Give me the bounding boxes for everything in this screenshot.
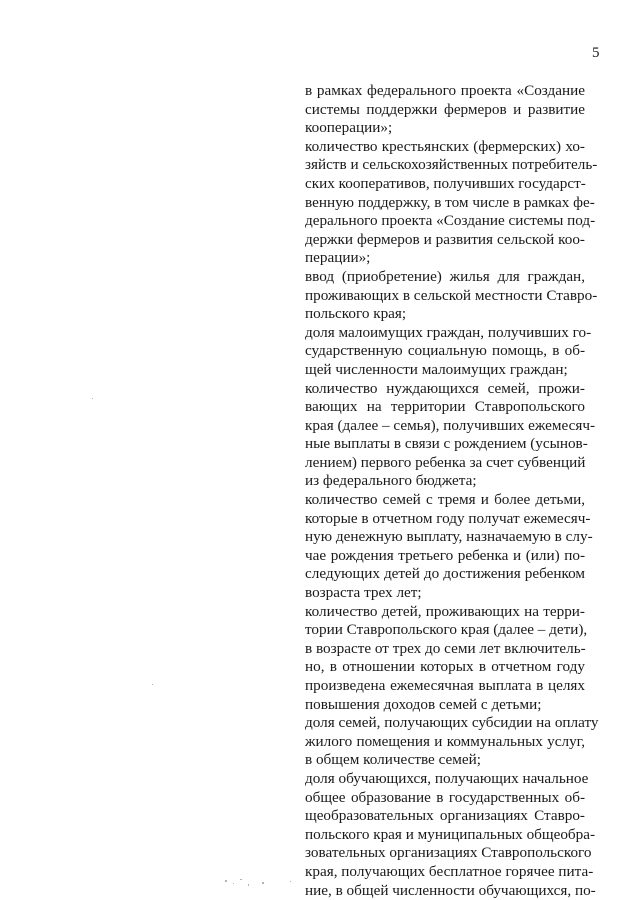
text-line: возраста трех лет; bbox=[305, 584, 422, 602]
text-line: тории Ставропольского края (далее – дети), bbox=[305, 621, 588, 639]
text-line: ние, в общей численности обучающихся, по- bbox=[305, 881, 596, 899]
text-line: края (далее – семья), получивших ежемесяч- bbox=[305, 416, 596, 434]
text-line: дерального проекта «Создание системы под- bbox=[305, 212, 596, 230]
text-line: доля обучающихся, получающих начальное bbox=[305, 769, 589, 787]
text-line: венную поддержку, в том числе в рамках фе- bbox=[305, 193, 595, 211]
text-line: в возрасте от трех до семи лет включитель- bbox=[305, 639, 586, 657]
text-line: вающих на территории Ставропольского bbox=[305, 398, 585, 416]
text-line: держки фермеров и развития сельской коо- bbox=[305, 230, 585, 248]
scan-speck bbox=[240, 879, 242, 880]
text-line: края, получающих бесплатное горячее пита- bbox=[305, 862, 594, 880]
text-line: польского края и муниципальных общеобра- bbox=[305, 825, 596, 843]
text-line: доля семей, получающих субсидии на оплату bbox=[305, 714, 599, 732]
text-line: проживающих в сельской местности Ставро- bbox=[305, 286, 598, 304]
scan-speck bbox=[92, 398, 93, 399]
text-line: чае рождения третьего ребенка и (или) по- bbox=[305, 546, 585, 564]
text-line: следующих детей до достижения ребенком bbox=[305, 565, 585, 583]
text-line: сударственную социальную помощь, в об- bbox=[305, 342, 585, 360]
text-line: общее образование в государственных об- bbox=[305, 788, 585, 806]
scan-speck bbox=[233, 883, 234, 884]
scan-speck bbox=[262, 882, 264, 884]
text-line: в общем количестве семей; bbox=[305, 751, 481, 769]
text-line: количество детей, проживающих на терри- bbox=[305, 602, 585, 620]
text-line: щеобразовательных организациях Ставро- bbox=[305, 807, 585, 825]
text-line: польского края; bbox=[305, 305, 407, 323]
text-line: которые в отчетном году получат ежемесяч- bbox=[305, 509, 591, 527]
text-line: системы поддержки фермеров и развитие bbox=[305, 100, 585, 118]
text-line: повышения доходов семей с детьми; bbox=[305, 695, 542, 713]
text-line: количество крестьянских (фермерских) хо- bbox=[305, 137, 585, 155]
text-line: произведена ежемесячная выплата в целях bbox=[305, 677, 585, 694]
text-line: зяйств и сельскохозяйственных потребитель- bbox=[305, 156, 598, 174]
text-line: из федерального бюджета; bbox=[305, 472, 477, 490]
text-line: ную денежную выплату, назначаемую в слу- bbox=[305, 528, 593, 546]
text-line: количество семей с тремя и более детьми, bbox=[305, 491, 585, 509]
text-line: кооперации»; bbox=[305, 119, 393, 137]
text-line: но, в отношении которых в отчетном году bbox=[305, 658, 585, 676]
text-line: ввод (приобретение) жилья для граждан, bbox=[305, 267, 585, 285]
text-line: доля малоимущих граждан, получивших го- bbox=[305, 323, 592, 341]
text-line: в рамках федерального проекта «Создание bbox=[305, 82, 585, 99]
page-number: 5 bbox=[592, 45, 600, 61]
scan-speck bbox=[225, 880, 227, 882]
text-line: перации»; bbox=[305, 249, 371, 267]
text-line: ских кооперативов, получивших государст- bbox=[305, 174, 586, 192]
text-line: зовательных организациях Ставропольского bbox=[305, 844, 592, 862]
text-line: щей численности малоимущих граждан; bbox=[305, 360, 568, 378]
text-line: лением) первого ребенка за счет субвенций bbox=[305, 453, 586, 471]
scan-speck bbox=[248, 884, 249, 886]
text-line: жилого помещения и коммунальных услуг, bbox=[305, 732, 585, 750]
text-line: количество нуждающихся семей, прожи- bbox=[305, 379, 585, 397]
text-line: ные выплаты в связи с рождением (усынов- bbox=[305, 435, 588, 453]
document-body bbox=[305, 82, 599, 900]
scan-speck bbox=[152, 684, 153, 685]
scan-speck bbox=[290, 881, 291, 882]
